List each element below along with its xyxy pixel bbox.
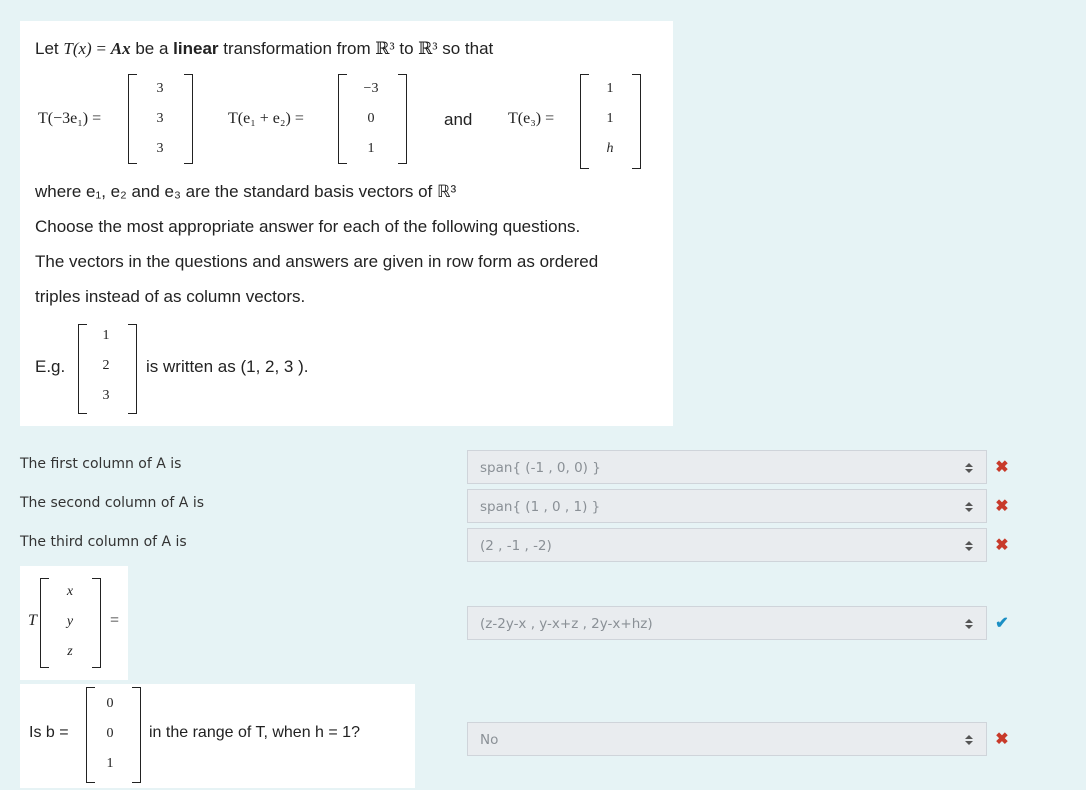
written-as-text: is written as (1, 2, 3 ). [146, 357, 309, 376]
where-text: where e₁, e₂ and e₃ are the standard basis vectors of ℝ³ [35, 182, 457, 201]
incorrect-icon: ✖ [995, 498, 1009, 515]
xyz-bracket-right [92, 578, 101, 668]
answer-select-t-xyz[interactable] [467, 606, 987, 640]
correct-check-icon: ✔ [995, 615, 1009, 632]
eg-value: 1 [102, 328, 110, 343]
question-label-second-column: The second column of A is [20, 495, 205, 511]
selected-value: (2 , -1 , -2) [480, 538, 552, 554]
xyz-value: z [67, 644, 73, 659]
range-question-card [20, 684, 415, 788]
eg-value: 3 [102, 388, 110, 403]
xyz-value: x [66, 584, 74, 599]
incorrect-icon: ✖ [995, 537, 1009, 554]
question-label-first-column: The first column of A is [20, 456, 182, 472]
t1-bracket-left [128, 74, 137, 164]
t3-label: T(e₃) = [508, 110, 555, 127]
t3-bracket-left [580, 74, 589, 169]
t2-value: −3 [363, 81, 379, 96]
selected-value: No [480, 732, 499, 748]
b-value: 0 [106, 696, 114, 711]
t2-value: 0 [367, 111, 375, 126]
t2-bracket-left [338, 74, 347, 164]
b-bracket-right [132, 687, 141, 783]
b-value: 1 [106, 756, 114, 771]
eg-bracket-right [128, 324, 137, 414]
t1-value: 3 [156, 141, 164, 156]
problem-statement-card [20, 21, 673, 426]
vectors-text-line1: The vectors in the questions and answers are given in row form as ordered [35, 252, 599, 271]
eg-value: 2 [102, 358, 110, 373]
selected-value: span{ (1 , 0 , 1) } [480, 499, 601, 515]
t2-label: T(e₁ + e₂) = [228, 110, 304, 127]
t3-value: 1 [606, 81, 614, 96]
t2-value: 1 [367, 141, 375, 156]
choose-text: Choose the most appropriate answer for each of the following questions. [35, 217, 581, 236]
t3-value: h [606, 141, 614, 156]
t1-value: 3 [156, 81, 164, 96]
intro-line: Let T(x) = Ax be a linear transformation from ℝ³ to ℝ³ so that [35, 39, 494, 58]
select-arrows-icon [964, 451, 974, 485]
answer-select-second-column[interactable] [467, 489, 987, 523]
eg-label: E.g. [35, 357, 66, 376]
t3-bracket-right [632, 74, 641, 169]
select-arrows-icon [964, 723, 974, 757]
selected-value: span{ (-1 , 0, 0) } [480, 460, 601, 476]
xyz-bracket-left [40, 578, 49, 668]
range-question-text: in the range of T, when h = 1? [149, 724, 360, 741]
select-arrows-icon [964, 490, 974, 524]
t1-value: 3 [156, 111, 164, 126]
vectors-text-line2: triples instead of as column vectors. [35, 287, 306, 306]
answer-select-first-column[interactable] [467, 450, 987, 484]
select-arrows-icon [964, 607, 974, 641]
selected-value: (z-2y-x , y-x+z , 2y-x+hz) [480, 616, 653, 632]
t-xyz-question-card [20, 566, 128, 680]
is-b-label: Is b = [29, 724, 69, 741]
question-label-third-column: The third column of A is [20, 534, 187, 550]
t1-label: T(−3e₁) = [38, 110, 102, 127]
t2-bracket-right [398, 74, 407, 164]
t1-bracket-right [184, 74, 193, 164]
equals-sign: = [110, 612, 120, 629]
xyz-value: y [66, 614, 74, 629]
incorrect-icon: ✖ [995, 459, 1009, 476]
answer-select-in-range[interactable] [467, 722, 987, 756]
and-text: and [444, 110, 473, 129]
t3-value: 1 [606, 111, 614, 126]
answer-select-third-column[interactable] [467, 528, 987, 562]
b-value: 0 [106, 726, 114, 741]
t-symbol: T [28, 612, 37, 629]
select-arrows-icon [964, 529, 974, 563]
incorrect-icon: ✖ [995, 731, 1009, 748]
